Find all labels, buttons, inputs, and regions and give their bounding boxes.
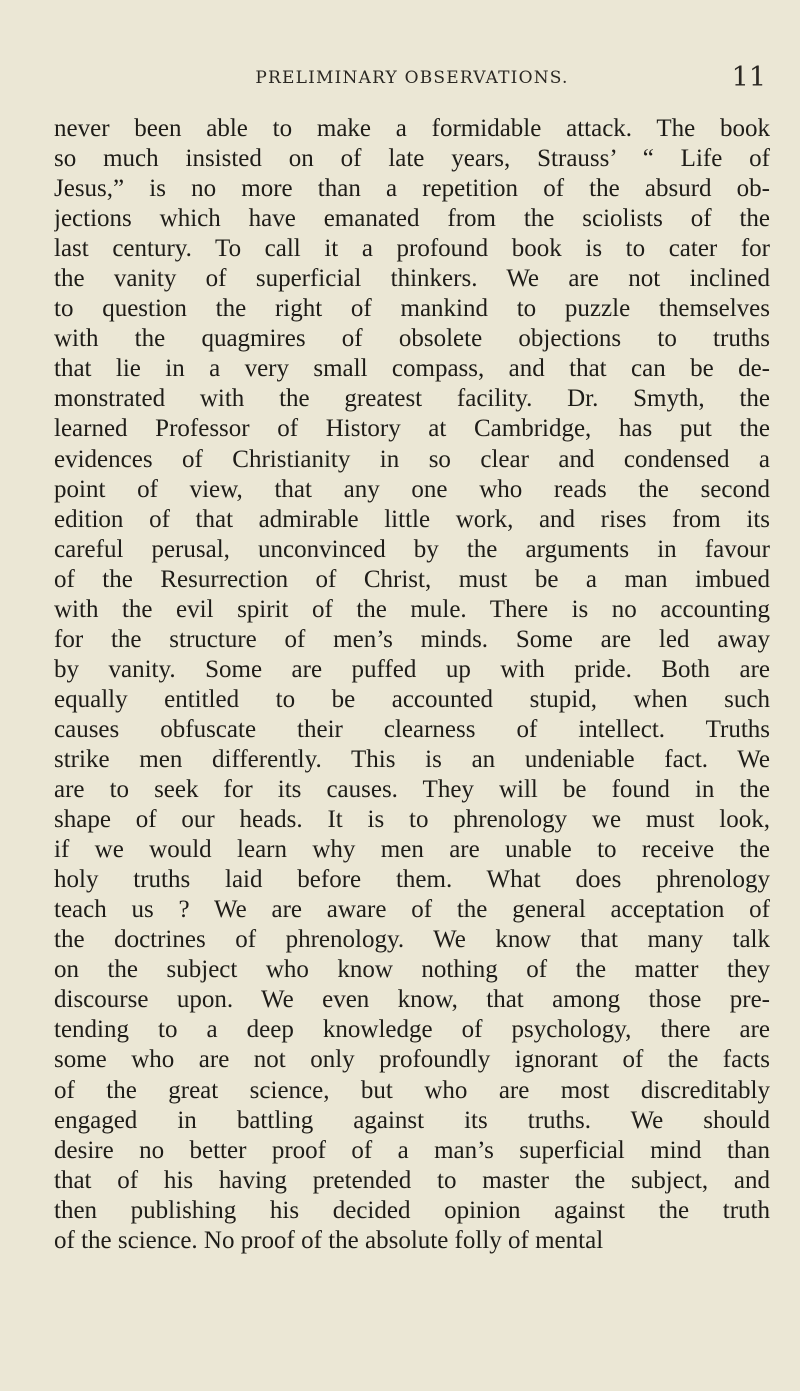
text-line: discourse upon. We even know, that among those pre- (54, 986, 770, 1014)
running-head-title: PRELIMINARY OBSERVATIONS. (255, 68, 569, 88)
text-line: to question the right of mankind to puzzle themselves (54, 295, 770, 323)
text-line: tending to a deep knowledge of psychology, there are (54, 1016, 770, 1044)
running-head (54, 62, 770, 102)
text-line: by vanity. Some are puffed up with pride. Both are (54, 655, 770, 683)
text-line: some who are not only profoundly ignorant of the facts (54, 1046, 770, 1074)
text-line: with the quagmires of obsolete objections to truths (54, 325, 770, 353)
text-line: causes obfuscate their clearness of intellect. Truths (54, 715, 770, 743)
text-line: point of view, that any one who reads the second (54, 475, 770, 503)
text-line: desire no better proof of a man’s superficial mind than (54, 1136, 770, 1164)
text-line: for the structure of men’s minds. Some are led away (54, 625, 770, 653)
text-line: never been able to make a formidable attack. The book (54, 115, 770, 142)
text-line: then publishing his decided opinion against the truth (54, 1196, 770, 1224)
text-line: last century. To call it a profound book is to cater for (54, 235, 770, 263)
text-line: engaged in battling against its truths. We should (54, 1106, 770, 1134)
text-line: if we would learn why men are unable to receive the (54, 836, 770, 864)
text-line: that lie in a very small compass, and that can be de- (54, 355, 770, 383)
text-line: of the Resurrection of Christ, must be a man imbued (54, 565, 770, 593)
text-line: the vanity of superficial thinkers. We are not inclined (54, 265, 770, 293)
body-text (54, 114, 770, 1256)
text-line: evidences of Christianity in so clear and condensed a (54, 445, 770, 473)
text-line: on the subject who know nothing of the matter they (54, 956, 770, 984)
text-line: monstrated with the greatest facility. Dr. Smyth, the (54, 385, 770, 413)
text-line: that of his having pretended to master the subject, and (54, 1166, 770, 1194)
text-line: shape of our heads. It is to phrenology we must look, (54, 806, 770, 834)
text-line: careful perusal, unconvinced by the arguments in favour (54, 535, 770, 563)
text-line: learned Professor of History at Cambridge, has put the (54, 415, 770, 443)
text-line: the doctrines of phrenology. We know that many talk (54, 926, 770, 954)
text-line: equally entitled to be accounted stupid, when such (54, 685, 770, 713)
text-line: teach us ? We are aware of the general acceptation of (54, 896, 770, 924)
text-line: so much insisted on of late years, Strauss’ “ Life of (54, 145, 770, 173)
text-line: of the science. No proof of the absolute folly of mental (54, 1226, 604, 1254)
text-line: are to seek for its causes. They will be found in the (54, 776, 770, 804)
text-line: strike men differently. This is an undeniable fact. We (54, 745, 770, 773)
text-line: Jesus,” is no more than a repetition of the absurd ob- (54, 175, 770, 203)
text-line: jections which have emanated from the sciolists of the (54, 205, 770, 233)
page-number: 11 (731, 62, 766, 93)
text-line: holy truths laid before them. What does phrenology (54, 866, 770, 894)
text-line: with the evil spirit of the mule. There is no accounting (54, 595, 770, 623)
text-line: of the great science, but who are most discreditably (54, 1076, 770, 1104)
text-line: edition of that admirable little work, and rises from its (54, 505, 770, 533)
